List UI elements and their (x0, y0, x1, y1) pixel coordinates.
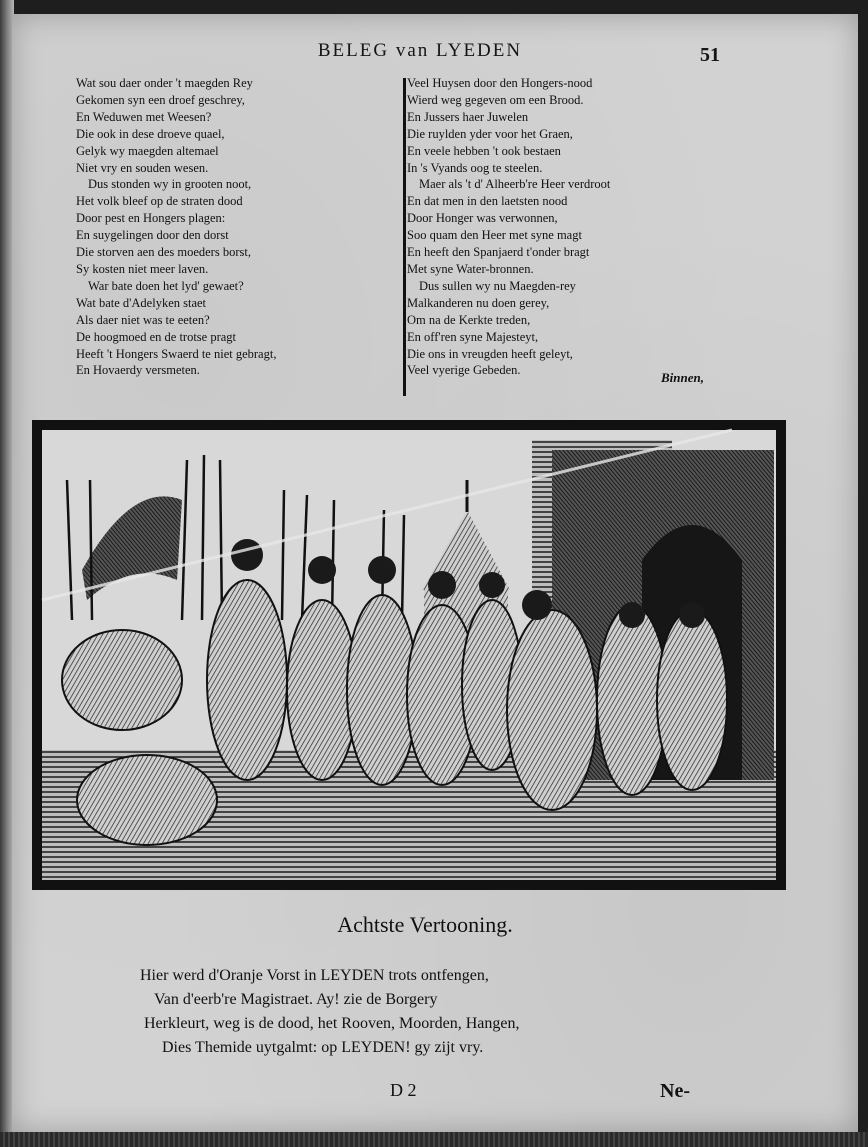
poem-line: Als daer niet was te eeten? (76, 312, 210, 327)
poem-line: Gelyk wy maegden altemael (76, 143, 219, 158)
catchword-bottom: Ne- (660, 1080, 690, 1102)
poem-line: En Weduwen met Weesen? (76, 109, 212, 124)
verse-line: Van d'eerb're Magistraet. Ay! zie de Borgery (154, 991, 438, 1008)
poem-line: En heeft den Spanjaerd t'onder bragt (407, 245, 590, 260)
poem-line: Sy kosten niet meer laven. (76, 261, 209, 276)
poem-line: Die storven aen des moeders borst, (76, 245, 251, 260)
column-divider (403, 78, 406, 396)
poem-line: En veele hebben 't ook bestaen (407, 143, 561, 158)
signature-mark: D 2 (390, 1080, 417, 1100)
poem-line: Dus sullen wy nu Maegden-rey (419, 278, 576, 293)
page-bottom-edge (0, 1132, 868, 1147)
woodcut-illustration (32, 420, 786, 890)
running-header: BELEG van LYEDEN (317, 40, 523, 61)
woodcut-image (32, 420, 786, 890)
page-number: 51 (700, 44, 720, 66)
catchword-top: Binnen, (661, 370, 704, 385)
poem-line: Gekomen syn een droef geschrey, (76, 92, 245, 107)
poem-line: Met syne Water-bronnen. (407, 261, 534, 276)
poem-line: Soo quam den Heer met syne magt (407, 228, 582, 243)
poem-line: Die ook in dese droeve quael, (76, 126, 225, 141)
poem-line: Veel vyerige Gebeden. (407, 363, 521, 378)
poem-line: En dat men in den laetsten nood (407, 194, 568, 209)
poem-line: Door Honger was verwonnen, (407, 211, 558, 226)
poem-line: In 's Vyands oog te steelen. (407, 160, 543, 175)
poem-line: Die ruylden yder voor het Graen, (407, 126, 573, 141)
poem-line: De hoogmoed en de trotse pragt (76, 329, 237, 344)
poem-line: Die ons in vreugden heeft geleyt, (407, 346, 573, 361)
poem-line: Niet vry en souden wesen. (76, 160, 209, 175)
poem-line: Wat sou daer onder 't maegden Rey (76, 76, 253, 90)
poem-column-left (76, 75, 396, 379)
poem-line: Door pest en Hongers plagen: (76, 211, 226, 226)
poem-line: Het volk bleef op de straten dood (76, 194, 243, 209)
poem-column-right (407, 75, 707, 379)
poem-line: En Hovaerdy versmeten. (76, 363, 200, 378)
poem-line: Wierd weg gegeven om een Brood. (407, 92, 584, 107)
poem-line: En suygelingen door den dorst (76, 228, 229, 243)
poem-line: Dus stonden wy in grooten noot, (88, 177, 252, 192)
poem-line: War bate doen het lyd' gewaet? (88, 278, 244, 293)
verse-line: Dies Themide uytgalmt: op LEYDEN! gy zijt vry. (162, 1039, 484, 1056)
section-title: Achtste Vertooning. (337, 912, 513, 937)
poem-line: Malkanderen nu doen gerey, (407, 295, 550, 310)
poem-line: Wat bate d'Adelyken staet (76, 295, 207, 310)
poem-line: Veel Huysen door den Hongers-nood (407, 76, 593, 90)
verse-line: Herkleurt, weg is de dood, het Rooven, Moorden, Hangen, (144, 1015, 520, 1032)
poem-line: En off'ren syne Majesteyt, (407, 329, 539, 344)
poem-line: Heeft 't Hongers Swaerd te niet gebragt, (76, 346, 277, 361)
poem-line: En Jussers haer Juwelen (407, 109, 529, 124)
poem-line: Om na de Kerkte treden, (407, 312, 531, 327)
verse-line: Hier werd d'Oranje Vorst in LEYDEN trots ontfengen, (140, 967, 489, 984)
caption-verse (140, 964, 660, 1060)
poem-line: Maer als 't d' Alheerb're Heer verdroot (419, 177, 611, 192)
